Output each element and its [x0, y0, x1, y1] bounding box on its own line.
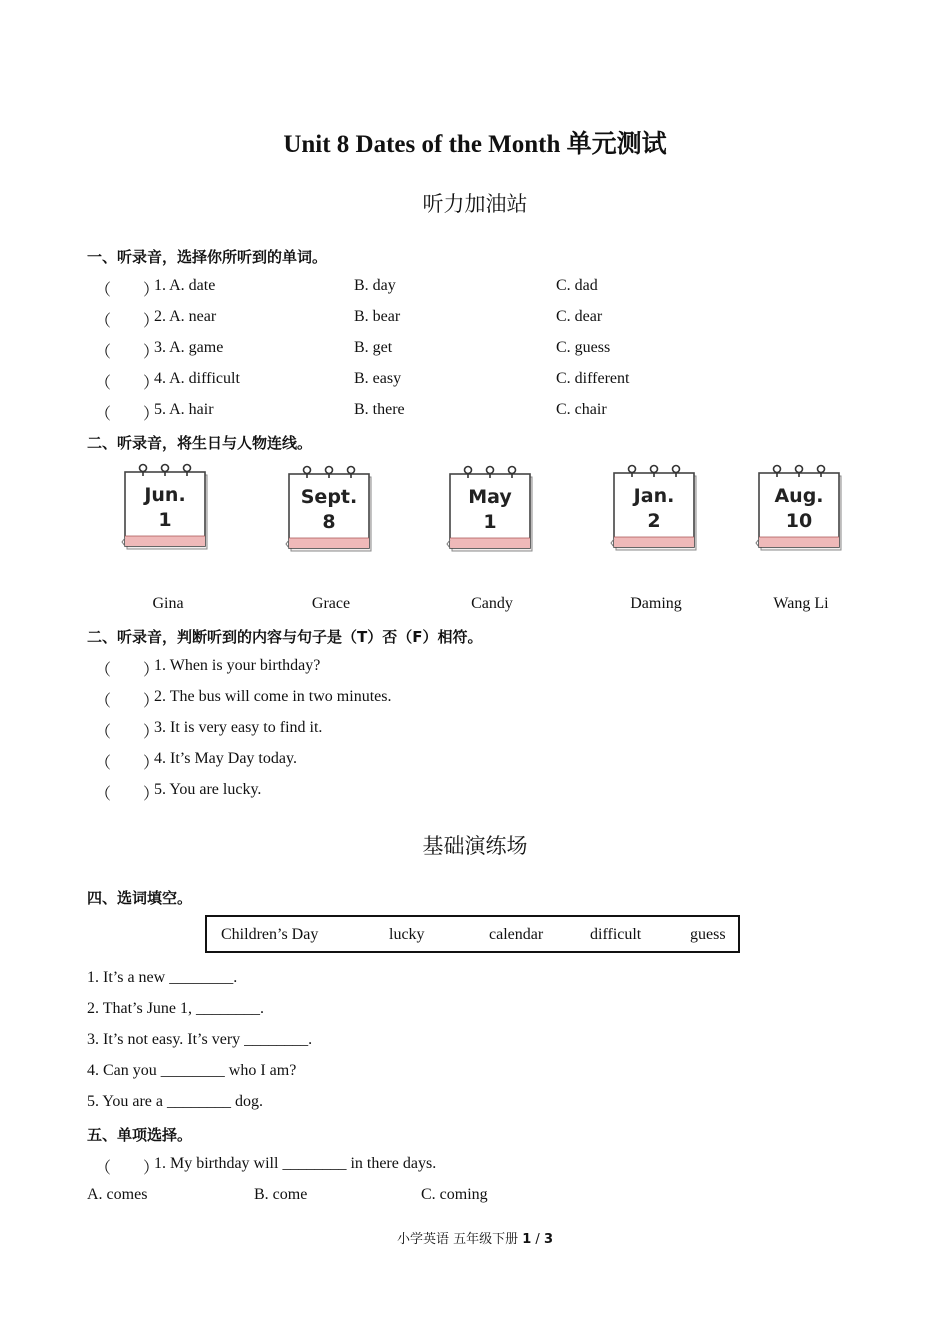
answer-blank[interactable]: （ ） — [95, 724, 160, 741]
word-bank-item: Children’s Day — [221, 926, 319, 943]
option-b: B. easy — [354, 370, 402, 387]
answer-blank[interactable]: （ ） — [95, 693, 160, 710]
option-b: B. day — [354, 277, 396, 294]
answer-blank[interactable]: （ ） — [95, 755, 160, 772]
option-b: B. get — [354, 339, 393, 356]
option-a: 2. A. near — [154, 308, 217, 325]
option-c: C. guess — [556, 339, 611, 356]
question-5-heading: 五、单项选择。 — [87, 1126, 193, 1144]
fill-blank-sentence: 3. It’s not easy. It’s very ________. — [87, 1031, 313, 1048]
answer-blank[interactable]: （ ） — [95, 1160, 160, 1177]
calendar-icon — [443, 464, 539, 556]
section-heading-basics: 基础演练场 — [422, 834, 528, 858]
option-c: C. coming — [421, 1186, 488, 1203]
calendar-icon — [752, 463, 848, 555]
page-total: 3 — [543, 1232, 553, 1247]
answer-blank[interactable]: （ ） — [95, 344, 160, 361]
word-bank-item: difficult — [590, 926, 642, 943]
question-text: 1. My birthday will ________ in there days. — [154, 1155, 437, 1172]
word-bank — [205, 915, 740, 953]
question-3-heading: 二、听录音，判断听到的内容与句子是（T）否（F）相符。 — [87, 628, 483, 646]
calendar-day: 10 — [785, 510, 813, 532]
calendar-day: 1 — [483, 511, 497, 533]
option-a: 1. A. date — [154, 277, 216, 294]
question-2-heading: 二、听录音，将生日与人物连线。 — [87, 434, 313, 452]
word-bank-item: calendar — [489, 926, 544, 943]
statement-text: 3. It is very easy to find it. — [154, 719, 323, 736]
page-footer — [0, 1228, 950, 1247]
answer-blank[interactable]: （ ） — [95, 406, 160, 423]
option-c: C. dear — [556, 308, 603, 325]
page-number: 1 — [522, 1232, 532, 1247]
calendar-month: Jun. — [144, 484, 186, 506]
person-name: Gina — [152, 595, 184, 612]
fill-blank-sentence: 2. That’s June 1, ________. — [87, 1000, 265, 1017]
fill-blank-sentence: 1. It’s a new ________. — [87, 969, 238, 986]
statement-text: 2. The bus will come in two minutes. — [154, 688, 392, 705]
statement-text: 5. You are lucky. — [154, 781, 262, 798]
question-4-heading: 四、选词填空。 — [87, 889, 193, 907]
calendar-day: 8 — [322, 511, 336, 533]
fill-blank-sentence: 5. You are a ________ dog. — [87, 1093, 263, 1110]
option-b: B. bear — [354, 308, 401, 325]
calendar-month: May — [468, 486, 512, 508]
person-name: Grace — [311, 595, 351, 612]
calendar-month: Sept. — [300, 486, 358, 508]
option-a: 4. A. difficult — [154, 370, 240, 387]
option-c: C. chair — [556, 401, 607, 418]
answer-blank[interactable]: （ ） — [95, 313, 160, 330]
calendar-icon — [118, 462, 214, 554]
word-bank-item: guess — [690, 926, 726, 943]
calendar-month: Aug. — [774, 485, 824, 507]
answer-blank[interactable]: （ ） — [95, 786, 160, 803]
calendar-day: 1 — [158, 509, 172, 531]
section-heading-listening: 听力加油站 — [422, 192, 528, 216]
page-separator: / — [531, 1232, 544, 1247]
question-1-heading: 一、听录音，选择你所听到的单词。 — [87, 248, 328, 266]
option-c: C. different — [556, 370, 630, 387]
calendar-day: 2 — [647, 510, 661, 532]
calendar-month: Jan. — [633, 485, 675, 507]
page-title: Unit 8 Dates of the Month 单元测试 — [283, 131, 667, 158]
footer-text: 小学英语 五年级下册 — [396, 1232, 523, 1247]
calendar-icon — [607, 463, 703, 555]
word-bank-item: lucky — [389, 926, 425, 943]
option-a: 3. A. game — [154, 339, 224, 356]
person-name: Candy — [471, 595, 513, 612]
answer-blank[interactable]: （ ） — [95, 375, 160, 392]
answer-blank[interactable]: （ ） — [95, 282, 160, 299]
calendar-icon — [282, 464, 378, 556]
option-b: B. there — [354, 401, 405, 418]
option-a: A. comes — [87, 1186, 148, 1203]
statement-text: 4. It’s May Day today. — [154, 750, 297, 767]
person-name: Daming — [630, 595, 682, 612]
option-a: 5. A. hair — [154, 401, 214, 418]
answer-blank[interactable]: （ ） — [95, 662, 160, 679]
person-name: Wang Li — [773, 595, 829, 612]
fill-blank-sentence: 4. Can you ________ who I am? — [87, 1062, 297, 1079]
statement-text: 1. When is your birthday? — [154, 657, 321, 674]
option-b: B. come — [254, 1186, 308, 1203]
option-c: C. dad — [556, 277, 598, 294]
